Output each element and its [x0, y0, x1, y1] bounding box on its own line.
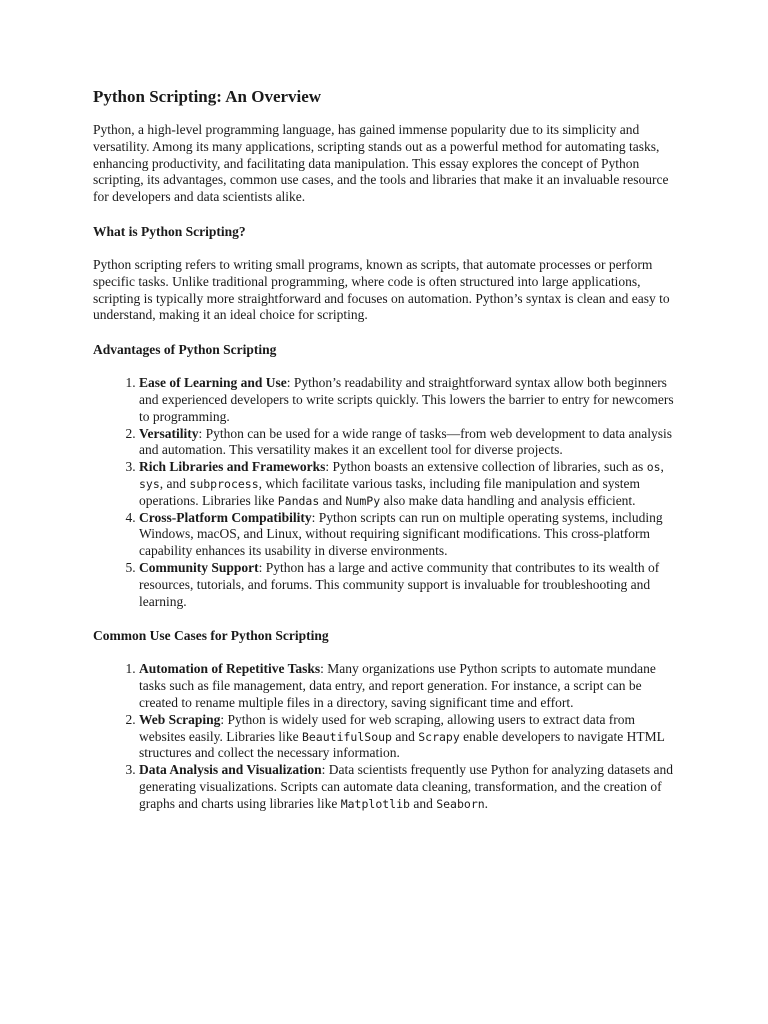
list-item-text: enable developers to navigate HTML structures and collect the necessary information.	[139, 728, 665, 761]
what-is-paragraph: Python scripting refers to writing small programs, known as scripts, that automate processes or perform specific tasks. Unlike traditional programming, where code is often structured into large applications, scripting is typically more straightforward and focuses on automation. Python’s syntax is clean and easy to understand, making it an ideal choice for scripting.	[93, 256, 670, 323]
list-item-term: Web Scraping	[139, 711, 221, 727]
list-item-text: : Data scientists frequently use Python for analyzing datasets and generating visualizations. Scripts can automate data cleaning, transformation, and the creation of graphs and charts using libraries like	[139, 762, 673, 811]
list-item-text: : Python can be used for a wide range of tasks—from web development to data analysis and automation. This versatility makes it an excellent tool for diverse projects.	[139, 425, 672, 458]
list-item-text: , which facilitate various tasks, including file manipulation and system operations. Libraries like	[139, 475, 640, 508]
list-item	[139, 426, 683, 460]
list-item	[139, 510, 683, 560]
inline-code: sys	[139, 476, 160, 491]
inline-code: Scrapy	[418, 729, 460, 744]
list-item-text: : Python boasts an extensive collection of libraries, such as	[325, 459, 647, 475]
list-item	[139, 560, 683, 610]
list-item	[139, 661, 683, 711]
list-item-term: Data Analysis and Visualization	[139, 762, 322, 778]
list-item	[139, 762, 683, 812]
list-item-term: Cross-Platform Compatibility	[139, 509, 312, 525]
list-item	[139, 375, 683, 425]
inline-code: os	[646, 460, 661, 475]
document-page	[93, 86, 683, 830]
list-item-text: , and	[159, 475, 190, 491]
advantages-heading: Advantages of Python Scripting	[93, 342, 277, 358]
list-item-text: and	[409, 795, 437, 811]
use-cases-list	[93, 661, 683, 812]
inline-code: BeautifulSoup	[301, 729, 392, 744]
inline-code: NumPy	[345, 493, 381, 508]
list-item-text: : Many organizations use Python scripts to automate mundane tasks such as file management, data entry, and report generation. For instance, a script can be created to rename multiple files in a directory, saving significant time and effort.	[139, 661, 656, 710]
inline-code: Pandas	[277, 493, 320, 508]
list-item	[139, 712, 683, 762]
list-item-text: and	[391, 728, 419, 744]
list-item-text: : Python has a large and active community that contributes to its wealth of resources, tutorials, and forums. This community support is invaluable for troubleshooting and learning.	[139, 559, 660, 609]
list-item-text: and	[319, 492, 346, 508]
list-item-text: : Python scripts can run on multiple operating systems, including Windows, macOS, and Linux, without requiring significant modifications. This cross-platform capability enhances its usability in diverse environments.	[139, 509, 663, 559]
list-item-term: Automation of Repetitive Tasks	[139, 661, 321, 677]
use-cases-heading: Common Use Cases for Python Scripting	[93, 628, 329, 644]
inline-code: subprocess	[189, 476, 259, 491]
what-is-heading: What is Python Scripting?	[93, 223, 246, 239]
intro-paragraph: Python, a high-level programming language, has gained immense popularity due to its simplicity and versatility. Among its many applications, scripting stands out as a powerful method for automating tasks, enhancing productivity, and facilitating data manipulation. This essay explores the concept of Python scripting, its advantages, common use cases, and the tools and libraries that make it an invaluable resource for developers and data scientists alike.	[93, 122, 669, 205]
list-item-term: Rich Libraries and Frameworks	[139, 459, 326, 475]
document-title: Python Scripting: An Overview	[93, 87, 322, 106]
list-item-text: ,	[660, 459, 664, 475]
advantages-list	[93, 375, 683, 610]
list-item-term: Community Support	[139, 559, 259, 575]
list-item-text: : Python is widely used for web scraping, allowing users to extract data from websites easily. Libraries like	[139, 711, 636, 744]
inline-code: Matplotlib	[340, 796, 410, 811]
list-item-term: Ease of Learning and Use	[139, 375, 287, 391]
list-item	[139, 459, 683, 509]
list-item-text: : Python’s readability and straightforward syntax allow both beginners and experienced developers to write scripts quickly. This lowers the barrier to entry for newcomers to programming.	[139, 375, 674, 424]
list-item-text: .	[484, 795, 489, 811]
list-item-text: also make data handling and analysis efficient.	[380, 492, 636, 508]
list-item-term: Versatility	[139, 425, 199, 441]
inline-code: Seaborn	[436, 796, 485, 811]
